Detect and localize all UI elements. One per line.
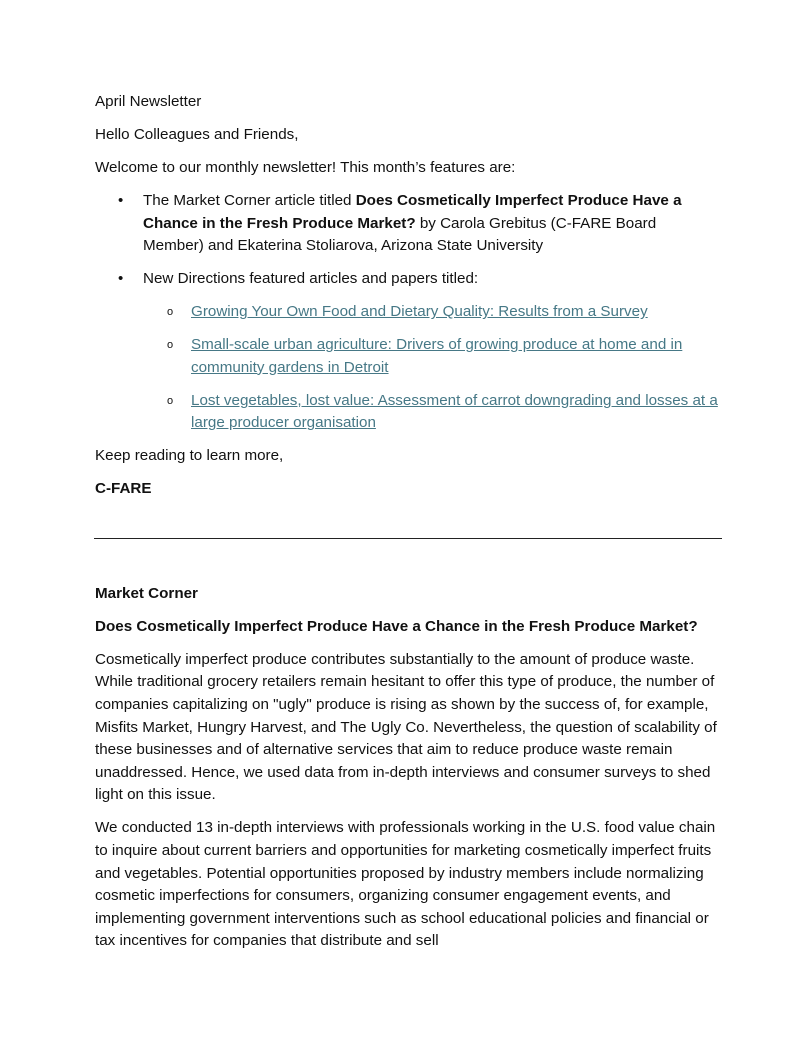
feature-prefix: The Market Corner article titled [143,191,356,209]
feature-authors: by Carola Grebitus (C-FARE Board Member) and Ekaterina Stoliarova, Arizona State University [143,214,657,255]
article-paragraph-1: Cosmetically imperfect produce contributes substantially to the amount of produce waste. While traditional grocery retailers remain hesitant to offer this type of produce, the number of companies capitalizing on "ugly" produce is rising as shown by the success of, for example, Misfits Market, Hungry Harvest, and The Ugly Co. Nevertheless, the question of scalability of these businesses and of alternative services that aim to reduce produce waste remain unaddressed. Hence, we used data from in-depth interviews and consumer surveys to shed light on this issue. [95,650,717,804]
features-list [95,190,721,435]
link-lost-vegetables[interactable]: Lost vegetables, lost value: Assessment of carrot downgrading and losses at a large producer organisation [191,391,718,432]
circle-bullet-icon: o [167,306,174,319]
bullet-icon: • [118,270,124,288]
market-corner-heading: Market Corner [95,584,198,602]
signature: C-FARE [95,480,152,498]
link-item [143,390,721,435]
newsletter-title: April Newsletter [95,93,202,110]
article-paragraph-2: We conducted 13 in-depth interviews with professionals working in the U.S. food value chain to inquire about current barriers and opportunities for marketing cosmetically imperfect fruits and vegetables. Potential opportunities proposed by industry members include normalizing cosmetic imperfections for consumers, organizing consumer engagement events, and implementing government interventions such as school educational policies and financial or tax incentives for companies that distribute and sell [95,819,716,950]
greeting: Hello Colleagues and Friends, [95,125,299,143]
intro-text: Welcome to our monthly newsletter! This month’s features are: [95,158,516,176]
link-item [143,334,721,379]
section-divider [94,538,722,539]
feature-article-title: Does Cosmetically Imperfect Produce Have a Chance in the Fresh Produce Market? [143,191,682,232]
link-growing-your-own-food[interactable]: Growing Your Own Food and Dietary Quality: Results from a Survey [191,303,648,321]
newsletter-page [95,91,721,963]
feature-item-market-corner [95,190,721,258]
new-directions-links [143,301,721,435]
link-small-scale-urban-agriculture[interactable]: Small-scale urban agriculture: Drivers of growing produce at home and in community gardens in Detroit [191,336,683,376]
feature-item-new-directions [95,268,721,435]
feature-new-directions-text: New Directions featured articles and papers titled: [143,270,479,288]
link-item [143,301,721,324]
closing-text: Keep reading to learn more, [95,447,284,465]
circle-bullet-icon: o [167,339,174,352]
article-heading: Does Cosmetically Imperfect Produce Have a Chance in the Fresh Produce Market? [95,617,698,635]
bullet-icon: • [118,191,124,209]
circle-bullet-icon: o [167,394,174,407]
